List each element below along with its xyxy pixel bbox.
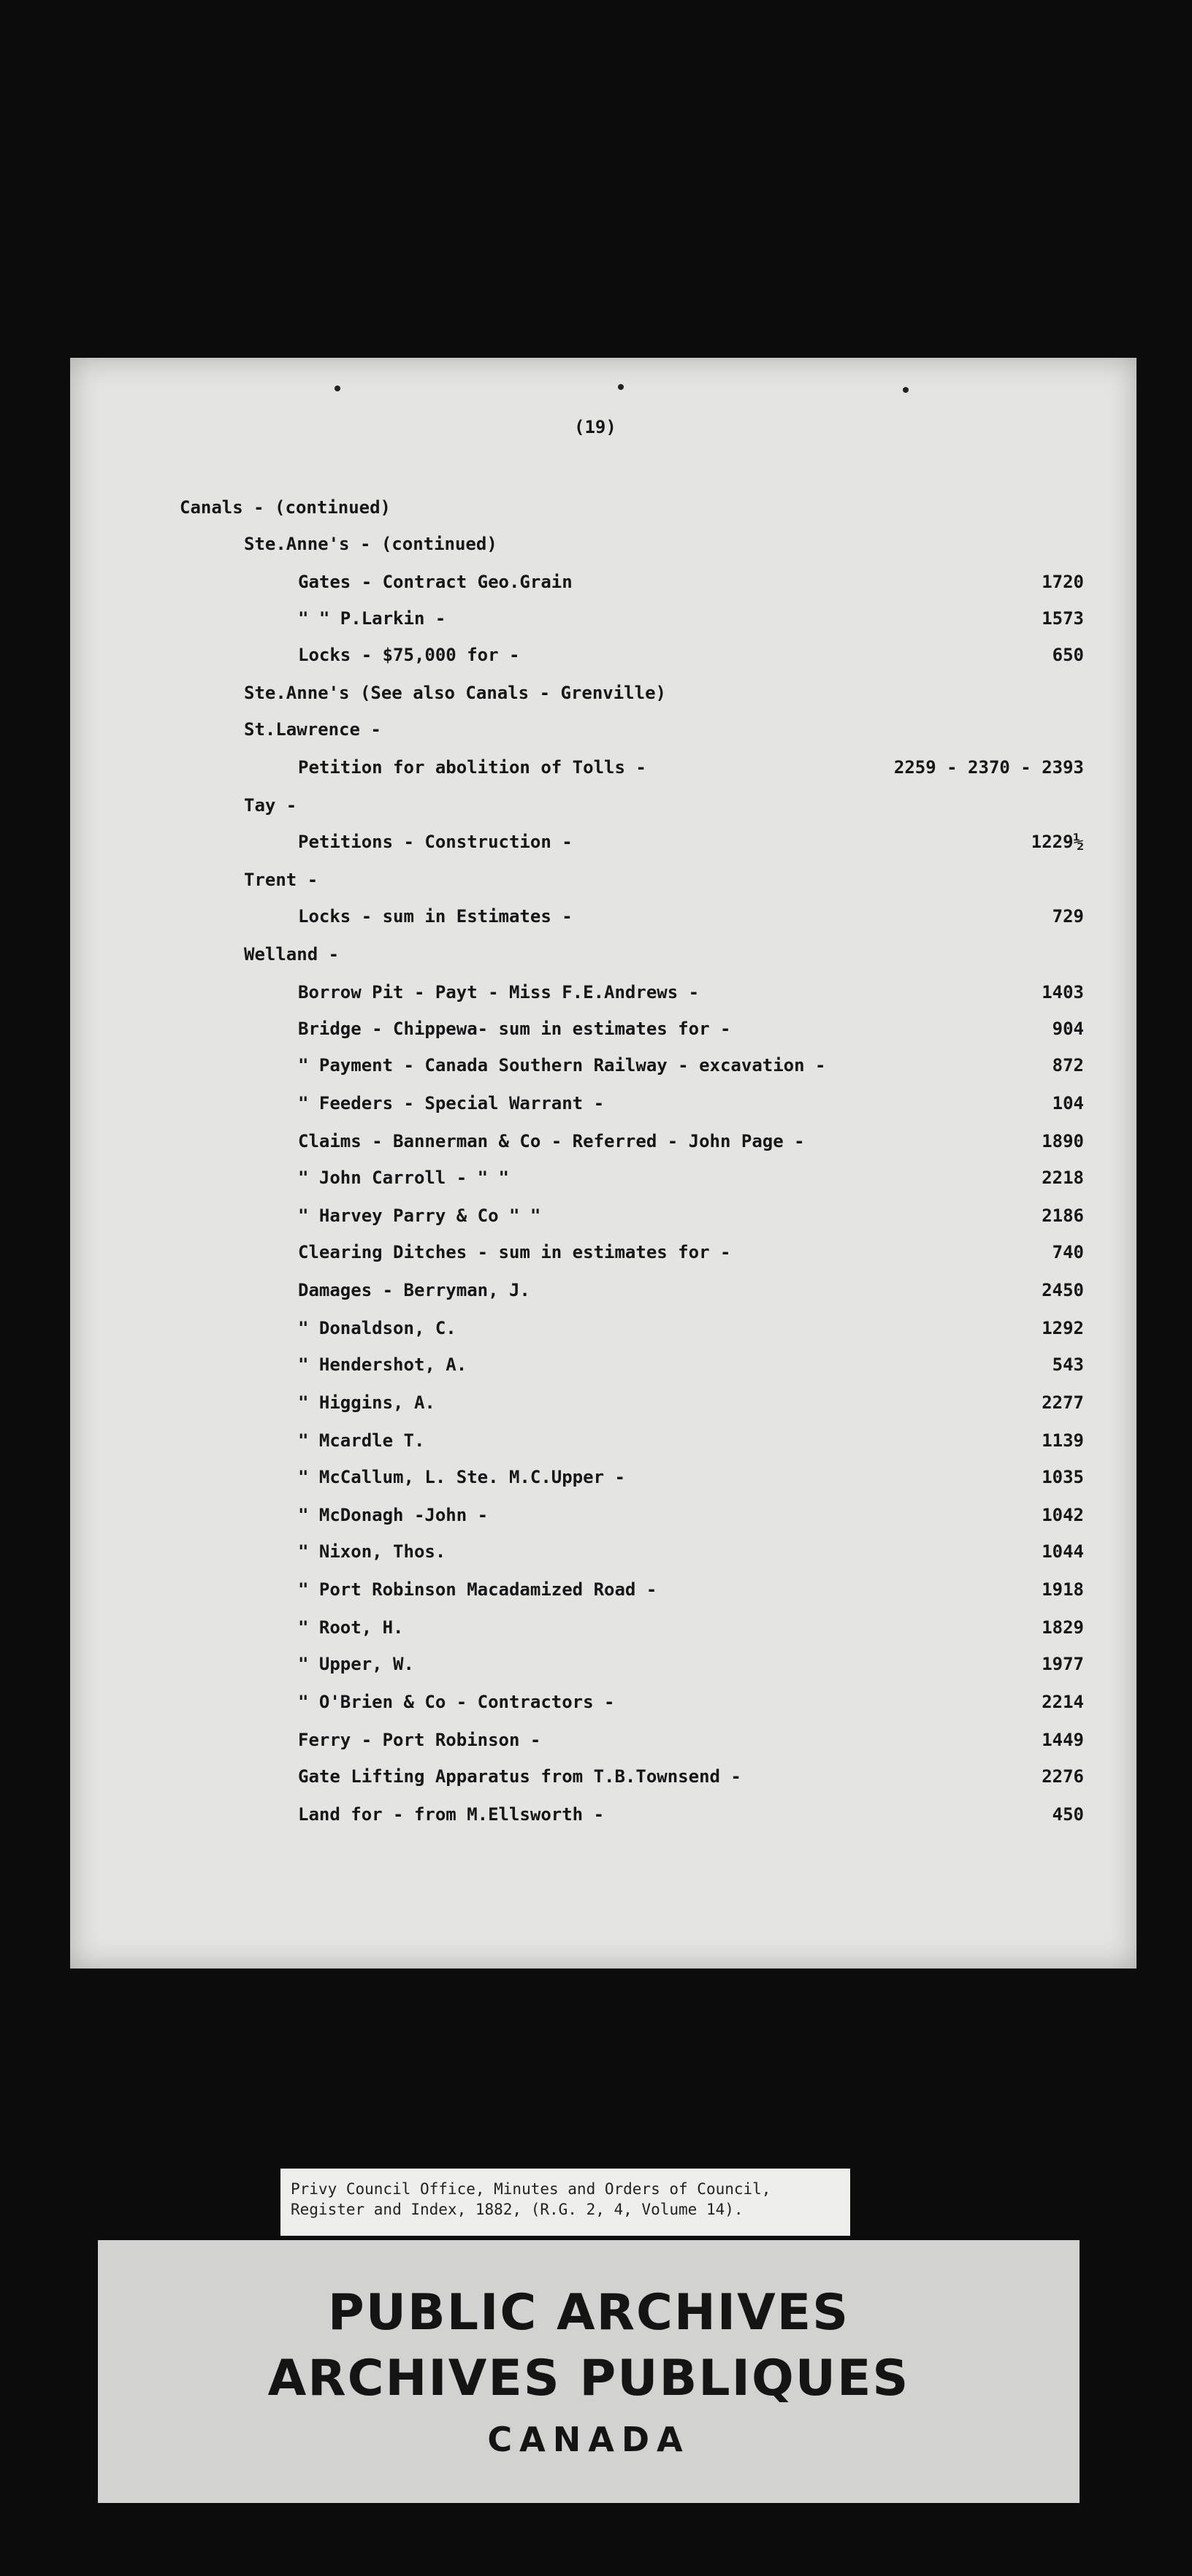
caption-label	[280, 2169, 850, 2236]
index-entry-page-ref: 1977	[1042, 1654, 1084, 1674]
index-entry-text: Damages - Berryman, J.	[298, 1280, 530, 1300]
index-entry-text: " John Carroll - " "	[298, 1168, 509, 1188]
index-entry-text: Land for - from M.Ellsworth -	[298, 1804, 605, 1825]
page-number: (19)	[574, 417, 616, 437]
index-entry-page-ref: 1044	[1042, 1541, 1084, 1562]
index-entry-page-ref: 543	[1052, 1354, 1084, 1375]
index-entry-text: " Donaldson, C.	[298, 1318, 456, 1338]
index-entry-text: " Upper, W.	[298, 1654, 414, 1674]
index-entry-text: Gate Lifting Apparatus from T.B.Townsend -	[298, 1766, 741, 1787]
caption-line: Privy Council Office, Minutes and Orders of Council,	[291, 2180, 771, 2198]
archives-country: CANADA	[487, 2420, 690, 2459]
index-entry-text: Borrow Pit - Payt - Miss F.E.Andrews -	[298, 982, 700, 1003]
index-entry-page-ref: 740	[1052, 1242, 1084, 1262]
index-entry-page-ref: 1042	[1042, 1505, 1084, 1525]
archives-french: ARCHIVES PUBLIQUES	[267, 2350, 910, 2407]
index-entry-page-ref: 450	[1052, 1804, 1084, 1825]
index-entry-text: Petition for abolition of Tolls -	[298, 757, 646, 778]
index-entry-page-ref: 2259 - 2370 - 2393	[893, 757, 1084, 778]
punch-mark	[618, 384, 624, 390]
punch-mark	[903, 387, 909, 393]
index-entry-page-ref: 729	[1052, 906, 1084, 927]
index-entry-page-ref: 2277	[1042, 1392, 1084, 1413]
index-entry-text: " Root, H.	[298, 1617, 404, 1638]
index-entry-page-ref: 1035	[1042, 1467, 1084, 1487]
index-entry-page-ref: 2276	[1042, 1766, 1084, 1787]
index-entry-text: " Hendershot, A.	[298, 1354, 467, 1375]
caption-line: Register and Index, 1882, (R.G. 2, 4, Volume 14).	[291, 2201, 744, 2218]
index-entry-text: " " P.Larkin -	[298, 608, 446, 629]
index-entry-page-ref: 1918	[1042, 1579, 1084, 1600]
archives-plate	[98, 2240, 1080, 2503]
index-entry-page-ref: 1292	[1042, 1318, 1084, 1338]
index-entry-text: " O'Brien & Co - Contractors -	[298, 1692, 615, 1712]
index-entry-page-ref: 1573	[1042, 608, 1084, 629]
index-entry-text: Locks - sum in Estimates -	[298, 906, 573, 927]
index-entry-text: " Higgins, A.	[298, 1392, 435, 1413]
index-entry-page-ref: 104	[1052, 1093, 1084, 1113]
index-entry-text: " Harvey Parry & Co " "	[298, 1205, 541, 1226]
index-entry-text: Clearing Ditches - sum in estimates for -	[298, 1242, 731, 1262]
index-entry-text: Ferry - Port Robinson -	[298, 1730, 541, 1750]
index-entry-text: Bridge - Chippewa- sum in estimates for -	[298, 1019, 731, 1039]
index-entry-text: " McCallum, L. Ste. M.C.Upper -	[298, 1467, 625, 1487]
index-entry-text: " Port Robinson Macadamized Road -	[298, 1579, 657, 1600]
index-entry-text: Tay -	[244, 795, 297, 816]
index-entry-page-ref: 1720	[1042, 572, 1084, 592]
index-entry-page-ref: 1229½	[1031, 832, 1084, 852]
index-entry-page-ref: 1890	[1042, 1131, 1084, 1151]
index-entry-page-ref: 872	[1052, 1055, 1084, 1076]
index-entry-text: Gates - Contract Geo.Grain	[298, 572, 573, 592]
index-entry-page-ref: 1139	[1042, 1430, 1084, 1451]
index-entry-text: " Nixon, Thos.	[298, 1541, 446, 1562]
index-entry-page-ref: 904	[1052, 1019, 1084, 1039]
index-entry-text: St.Lawrence -	[244, 719, 381, 740]
index-entry-text: Welland -	[244, 944, 340, 965]
index-entry-page-ref: 2214	[1042, 1692, 1084, 1712]
document-page	[70, 358, 1136, 1969]
archives-english: PUBLIC ARCHIVES	[327, 2284, 850, 2342]
index-entry-text: Locks - $75,000 for -	[298, 645, 520, 665]
index-entry-text: Claims - Bannerman & Co - Referred - John Page -	[298, 1131, 805, 1151]
index-entry-text: Ste.Anne's (See also Canals - Grenville)	[244, 683, 666, 703]
index-entry-page-ref: 1449	[1042, 1730, 1084, 1750]
index-entry-text: " Feeders - Special Warrant -	[298, 1093, 605, 1113]
index-entry-page-ref: 1829	[1042, 1617, 1084, 1638]
index-entry-page-ref: 2218	[1042, 1168, 1084, 1188]
index-entry-text: Petitions - Construction -	[298, 832, 573, 852]
index-entry-text: " McDonagh -John -	[298, 1505, 489, 1525]
index-entry-page-ref: 2186	[1042, 1205, 1084, 1226]
index-entry-text: Canals - (continued)	[180, 497, 391, 518]
index-entry-text: " Payment - Canada Southern Railway - excavation -	[298, 1055, 826, 1076]
punch-mark	[335, 386, 340, 391]
index-entry-text: " Mcardle T.	[298, 1430, 425, 1451]
index-entry-page-ref: 2450	[1042, 1280, 1084, 1300]
index-entry-text: Trent -	[244, 870, 318, 890]
index-entry-page-ref: 1403	[1042, 982, 1084, 1003]
index-entry-text: Ste.Anne's - (continued)	[244, 534, 497, 554]
index-entry-page-ref: 650	[1052, 645, 1084, 665]
